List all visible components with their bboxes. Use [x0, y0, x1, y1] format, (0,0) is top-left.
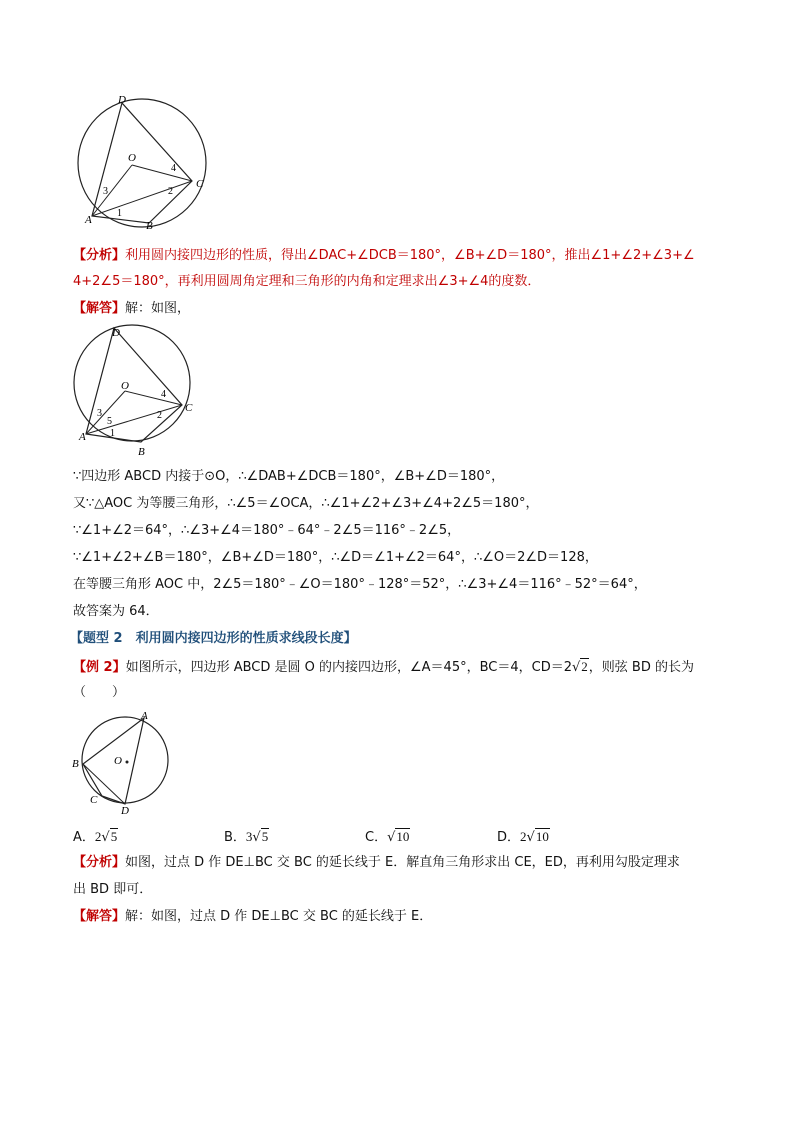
- label-B: B: [72, 758, 79, 770]
- example-2-question: 【例 2】如图所示，四边形 ABCD 是圆 O 的内接四边形，∠A＝45°，BC＝4，CD＝2√2，则弦 BD 的长为: [73, 659, 694, 675]
- label-O: O: [114, 755, 122, 767]
- solution-1-step-4: ∵∠1+∠2+∠B＝180°，∠B+∠D＝180°，∴∠D＝∠1+∠2＝64°，∴∠O＝2∠D＝128，: [73, 550, 598, 565]
- label-angle-2: 2: [157, 410, 162, 421]
- solution-1-step-6: 故答案为 64．: [73, 604, 159, 619]
- option-c[interactable]: C．√10: [365, 829, 410, 845]
- example-2-blank: （ ）: [73, 685, 126, 700]
- label-angle-3: 3: [103, 186, 108, 197]
- label-A: A: [85, 214, 92, 226]
- analysis-2-line-2: 出 BD 即可．: [73, 882, 153, 897]
- label-angle-3: 3: [97, 408, 102, 419]
- solution-1-header: 【解答】解：如图，: [73, 301, 191, 316]
- option-b[interactable]: B．3√5: [224, 829, 269, 845]
- label-angle-4: 4: [171, 163, 176, 174]
- analysis-2-line-1: 【分析】如图，过点 D 作 DE⊥BC 交 BC 的延长线于 E．解直角三角形求出 CE，ED，再利用勾股定理求: [73, 855, 680, 870]
- solution-1-step-5: 在等腰三角形 AOC 中，2∠5＝180°﹣∠O＝180°﹣128°＝52°，∴∠3+∠4＝116°﹣52°＝64°，: [73, 577, 647, 592]
- label-B: B: [138, 446, 145, 458]
- label-A: A: [141, 710, 148, 722]
- sqrt-2: √2: [572, 659, 588, 675]
- solution-1-step-3: ∵∠1+∠2＝64°，∴∠3+∠4＝180°﹣64°﹣2∠5＝116°﹣2∠5，: [73, 523, 461, 538]
- label-angle-1: 1: [117, 208, 122, 219]
- label-A: A: [79, 431, 86, 443]
- solution-2-line: 【解答】解：如图，过点 D 作 DE⊥BC 交 BC 的延长线于 E．: [73, 909, 433, 924]
- label-C: C: [90, 794, 98, 806]
- option-a[interactable]: A．2√5: [73, 829, 118, 845]
- label-C: C: [185, 402, 193, 414]
- label-O: O: [128, 152, 136, 164]
- option-d[interactable]: D．2√10: [497, 829, 549, 845]
- figure-3-circle-diagram: [70, 708, 180, 820]
- label-O: O: [121, 380, 129, 392]
- label-angle-1: 1: [110, 428, 115, 439]
- section-title: 【题型 2 利用圆内接四边形的性质求线段长度】: [70, 631, 357, 646]
- label-angle-5: 5: [107, 416, 112, 427]
- label-angle-4: 4: [161, 389, 166, 400]
- label-D: D: [118, 94, 126, 106]
- label-D: D: [121, 805, 129, 817]
- solution-1-step-2: 又∵△AOC 为等腰三角形，∴∠5＝∠OCA，∴∠1+∠2+∠3+∠4+2∠5＝180°，: [73, 496, 539, 511]
- figure-1-circle-diagram: [72, 95, 212, 230]
- analysis-1-line-1: 【分析】利用圆内接四边形的性质，得出∠DAC+∠DCB＝180°，∠B+∠D＝180°，推出∠1+∠2+∠3+∠: [73, 248, 695, 263]
- figure-2-circle-diagram: [70, 327, 210, 462]
- label-B: B: [146, 220, 153, 232]
- analysis-1-line-2: 4+2∠5＝180°，再利用圆周角定理和三角形的内角和定理求出∠3+∠4的度数．: [73, 274, 541, 289]
- label-angle-2: 2: [168, 186, 173, 197]
- label-D: D: [112, 327, 120, 339]
- solution-1-step-1: ∵四边形 ABCD 内接于⊙O，∴∠DAB+∠DCB＝180°，∠B+∠D＝180°，: [73, 469, 505, 484]
- label-C: C: [196, 178, 204, 190]
